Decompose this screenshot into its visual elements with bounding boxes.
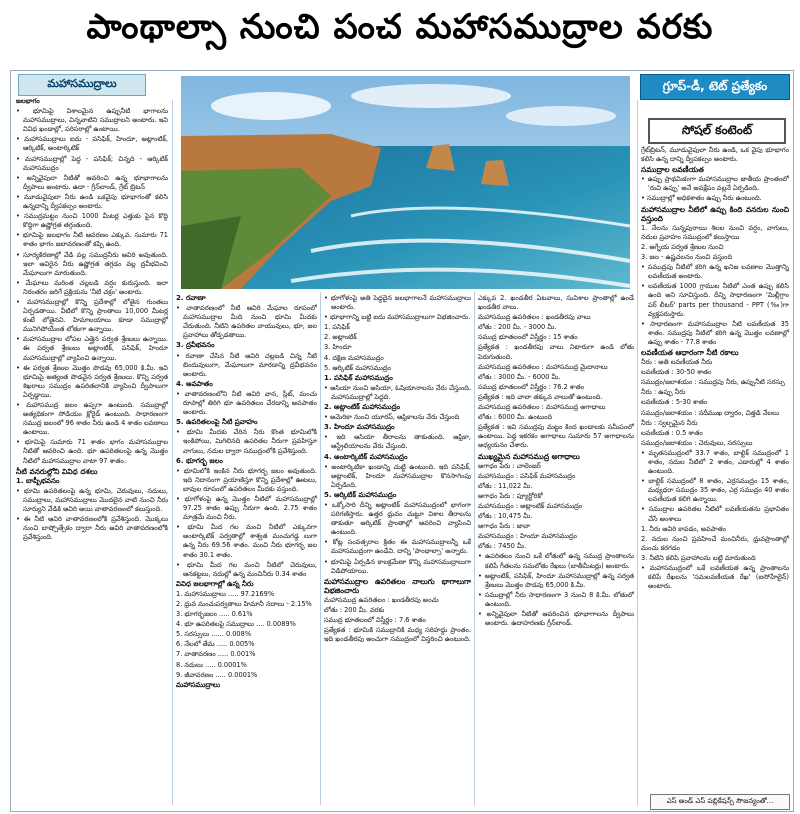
col1-item: • మూడువైపులా నీరు ఉండి ఒకవైపు భూభాగంతో కలిసి ఉన్నదాన్ని ద్వీపకల్పం అంటారు. (16, 193, 168, 211)
col3-text: • భూభాగాన్ని బట్టి ఐదు మహాసముద్రాలుగా విభజించారు. (324, 313, 471, 322)
col3-subsection: 2. అట్లాంటిక్ మహాసముద్రం (324, 403, 401, 412)
col2-subsection: 3. ద్రవీభవనం (176, 341, 215, 350)
col5-item: • బాల్టిక్ సముద్రంలో 8 శాతం, ఎర్రసముద్రం 15 శాతం, మధ్యధరా సముద్రం 35 శాతం, ఎర్ర సముద్రం 40 శాతం లవణీయత కలిగి ఉన్నాయి. (641, 477, 789, 504)
col1-item: • భూమిపై సుమారు 71 శాతం భాగం మహాసముద్రాల నీటితో ఆవరించి ఉంది. భూ ఉపరితలంపై ఉన్న మొత్తం నీటిలో మహాసముద్రాల వాటా 97 శాతం. (16, 438, 168, 465)
col2-subsection: 2. రవాణా (176, 294, 206, 302)
col1-item: • భూమిపై విశాలమైన ఉప్పునీటి భాగాలను మహాసముద్రాలు, చిన్నవాటిని సముద్రాలని అంటారు. ఇవి వివిధ ఖండాల్లో, పరిసరాల్లో ఉంటాయి. (16, 107, 168, 134)
trench-row: లోతు : 11,022 మీ. (478, 481, 533, 490)
water-row: 5. సరస్సులు ...... 0.008% (176, 630, 252, 639)
col3-section-heading: మహాసముద్రాల ఉపరితలం నాలుగు భాగాలుగా విభజించారు (324, 576, 471, 595)
col2-text: • వాతావరణంలోని నీటి ఆవిరి వాన, స్లీట్, మంచు రూపాల్లో తిరిగి భూ ఉపరితలం చేరడాన్ని అవపాతం అంటారు. (176, 390, 317, 417)
salt-source: 3. జల - ఉష్ణచలనం నుంచి వస్తుంది (641, 253, 733, 262)
col5-item: • సాధారణంగా మహాసముద్రాల నీటి లవణీయత 35 శాతం. సముద్రపు నీటిలో కరిగి ఉన్న మొత్తం లవణాల్లో ఉప్పు శాతం - 77.8 శాతం (641, 320, 789, 347)
col1-subheading: జలభాగం (16, 97, 40, 105)
footer-credit: ఎస్ అండ్ ఎస్ పబ్లికేషన్స్ సౌజన్యంతో... (650, 794, 790, 810)
col4-text: లోతు : 3000 మీ. - 6000 మీ. (478, 372, 561, 381)
column-divider (474, 292, 475, 805)
column-1 (16, 97, 168, 802)
headline: పాంథాల్సా నుంచి పంచ మహాసముద్రాల వరకు (86, 7, 714, 47)
water-type-row: లవణీయత : 30-50 శాతం (641, 368, 712, 377)
col4-text: ప్రత్యేకత : ఇవి సముద్రపు మట్టం కింద ఖండాలకు సమీపంలో ఉంటాయి. పెద్ద ఇకరకం అగాధాలు సుమారు 57 అగాధాలను అధ్యయనం చేశారు. (478, 423, 634, 450)
col5-item: • మహాసముద్రంలో ఒకే లవణీయత ఉన్న ప్రాంతాలను కలిపే రేఖలను 'సమలవణీయత రేఖ' (ఐసోహేలైన్) అంటారు. (641, 564, 789, 591)
col4-text: ప్రత్యేకత : ఇది చాలా తక్కువ వాలుతో ఉంటుంది. (478, 392, 603, 401)
col3-text: • భూమిపై ఏర్పడిన కాలక్రమేణా కొన్ని మహాసముద్రాలుగా విడిపోయాయి. (324, 558, 471, 576)
col3-text: సముద్ర భూతలంలో విస్తీర్ణం : 7.6 శాతం (324, 616, 426, 625)
col5-item: • సముద్రాల ఉపరితల నీటిలో లవణీయతను ప్రభావితం చేసే అంశాలు (641, 505, 789, 523)
trench-row: మహాసముద్రం : పసిఫిక్ మహాసముద్రం (478, 471, 576, 480)
water-type-row: నీరు : అతి లవణీయత నీరు (641, 358, 713, 367)
col1-item: • మేఘాలు మరింత చల్లబడి వర్షం కురుస్తుంది. ఇలా నిరంతరం జరిగే ప్రక్రియను 'నీటి చక్రం' అంటారు. (16, 279, 168, 297)
col4-text: మహాసముద్ర ఉపరితలం : మహాసముద్ర మైదానాలు (478, 362, 608, 371)
col1-item: • భూమి ఉపరితలంపై ఉన్న భూమి, చెరువులు, నదులు, సముద్రాలు, మహాసముద్రాలు మొదలైన వాటి నుంచి నీరు సూర్యుని వేడికి ఆవిరి అయి వాతావరణంలో కలుస్తుంది. (16, 487, 168, 514)
water-type-row: లవణీయత : 5-30 శాతం (641, 398, 708, 407)
water-row: 6. నేలలో తేమ ..... 0.005% (176, 640, 255, 649)
col3-text: • కోట్ల సంవత్సరాల క్రితం ఈ మహాసముద్రాలన్నీ ఒకే మహాసముద్రంగా ఉండేవి. దాన్ని 'పాంథాల్సా' అన్నారు. (324, 538, 471, 556)
col5-section-heading: సముద్రాల లవణీయత (641, 165, 704, 175)
col2-text: • భూమి మీదకు చేరిన నీరు కొంత భూమిలోకి ఇంకిపోయి, మిగిలినది ఉపరితల నీరుగా ప్రవహిస్తూ వాగులు, నదుల ద్వారా సముద్రంలోకి ప్రవేశిస్తుంది. (176, 428, 317, 455)
factor-row: 1. నీరు ఆవిరి కావడం, అవపాతం (641, 524, 727, 533)
col5-section-heading: మహాసముద్రాల నీటిలో ఉప్పు కింది వనరుల నుంచి వస్తుంది (641, 204, 789, 223)
col4-section-heading: ముఖ్యమైన మహాసముద్ర అగాధాలు (478, 451, 580, 461)
col5-item: • ఉప్పు ప్రాథమికంగా మహాసముద్రాల జాతీయ ప్రాంతంలో 'రుచి ఉప్పు' అనే అవక్షేపం వల్లనే ఏర్పడింది. (641, 175, 789, 193)
col5-text: గ్రేట్‌బ్రిటన్, మూడువైపులా నీరు ఉండి, ఒక వైపు భూభాగం కలిసి ఉన్న దాన్ని ద్వీపకల్పం అంటారు. (641, 146, 789, 164)
water-row: 3. భూగర్భజలం ..... 0.61% (176, 610, 253, 619)
water-type-row: సముద్రం/జలాశయం : సముద్రపు నీరు, ఉప్పునీటి సరస్సు (641, 378, 785, 387)
col1-section-heading: నీటి వనరుల్లోని వివిధ దశలు (16, 466, 98, 476)
col4-text: లోతు : 6000 మీ. ఉంటుంది (478, 413, 553, 422)
col4-item: • ఉపరితలం నుంచి ఒకే లోతులో ఉన్న సముద్ర ప్రాంతాలను కలిపే గీతలను సమలోతు రేఖలు (బాతీమీటర్లు) అంటారు. (478, 552, 634, 570)
col4-text: ప్రత్యేకత : ఖండతీరపు వాలు నిటారుగా ఉండి లోతు పెరుగుతుంది. (478, 343, 634, 361)
ocean-list-item: 5. ఆర్కిటిక్ మహాసముద్రం (324, 363, 391, 372)
col2-subsection: 6. భూగర్భ జలం (176, 456, 223, 465)
coastline-photo (181, 76, 630, 289)
ocean-list-item: 4. దక్షిణ మహాసముద్రం (324, 353, 384, 362)
column-4 (478, 294, 634, 802)
col1-item: • సముద్రమట్టం నుంచి 1000 మీటర్ల ఎత్తుకు పైన కొద్ది కొద్దిగా ఉష్ణోగ్రత తగ్గుతుంది. (16, 212, 168, 230)
salt-source: 2. ఆగ్నేయ పర్వత శ్రేణుల నుంచి (641, 242, 724, 251)
col1-item: • అన్నివైపులా నీటితో ఆవరించి ఉన్న భూభాగాలను ద్వీపాలు అంటారు. ఉదా - గ్రీన్‌లాండ్, గ్రేట్ బ్రిటన్ (16, 174, 168, 192)
col5-section-heading: లవణీయత ఆధారంగా నీటి రకాలు (641, 347, 739, 357)
col2-text: • రవాణా చేసిన నీటి ఆవిరి చల్లబడి చిన్న నీటి బిందువులుగా, మేఘాలుగా మారడాన్ని ద్రవీభవనం అంటారు. (176, 352, 317, 379)
col4-text: మహాసముద్ర ఉపరితలం : ఖండతీరపు వాలు (478, 313, 591, 322)
column-5 (641, 146, 789, 792)
col1-item: • ఈ నీటి ఆవిరి వాతావరణంలోకి ప్రవేశిస్తుంది. మొక్కలు నుంచి బాష్పోత్సేకం ద్వారా నీరు ఆవిరి వాతావరణంలోకి ప్రవేశిస్తుంది. (16, 515, 168, 542)
col2-text: • భూమి మీద గల మంచి నీటిలో చెరువులు, ఆనకట్టలు, నదుల్లో ఉన్న మంచినీరు 0.34 శాతం (176, 561, 317, 579)
water-row: 9. జీవావరణం ..... 0.0001% (176, 670, 258, 679)
col4-item: • అన్నివైపులా నీటితో ఆవరించిన భూభాగాలను ద్వీపాలు అంటారు. ఉదాహరణకు గ్రీన్‌లాండ్. (478, 610, 634, 628)
section-tag-oceans: మహాసముద్రాలు (18, 74, 146, 96)
col5-item: • సముద్రపు నీటిలో కరిగి ఉన్న ఖనిజ లవణాల మొత్తాన్ని లవణీయత అంటారు. (641, 263, 789, 281)
water-row: 7. వాతావరణం ..... 0.001% (176, 650, 256, 659)
coastline-illustration (181, 76, 630, 289)
trench-row: లోతు : 7450 మీ. (478, 542, 527, 551)
trench-row: లోతు : 10,475 మీ. (478, 512, 533, 521)
ocean-list-item: 1. పసిఫిక్ (324, 323, 350, 332)
col3-subsection: 4. అంటార్కిటిక్ మహాసముద్రం (324, 452, 408, 461)
col1-item: • మహాసముద్ర జలం ఉప్పగా ఉంటుంది. సముద్రాల్లో అత్యధికంగా సోడియం క్లోరైడ్ ఉంటుంది. సాధారణంగా సముద్ర జలంలో 96 శాతం నీరు ఉండి 4 శాతం లవణాలు ఉంటాయి. (16, 401, 168, 437)
col2-text: • భూగోళంపై ఉన్న మొత్తం నీటిలో మహాసముద్రాల్లో 97.25 శాతం ఉప్పు నీరుగా ఉంది. 2.75 శాతం మాత్రమే మంచి నీరు. (176, 495, 317, 522)
col1-item: • మహాసముద్రాల లోపల ఎత్తైన పర్వత శ్రేణులు ఉన్నాయి. ఈ పర్వత శ్రేణులు అట్లాంటిక్, పసిఫిక్, హిందూ మహాసముద్రాల్లో వ్యాపించి ఉన్నాయి. (16, 335, 168, 362)
col4-item: • అట్లాంటిక్, పసిఫిక్, హిందూ మహాసముద్రాల్లో ఉన్న పర్వత శ్రేణులు మొత్తం పొడవు 65,000 కి.మీ. (478, 572, 634, 590)
trench-row: అగాధం పేరు : ప్యూర్టోరికో (478, 491, 543, 500)
column-2 (176, 294, 317, 802)
col2-text: • భూమి మీద గల మంచి నీటిలో ఎక్కువగా అంటార్కిటిక్ పర్వతాల్లో శాశ్వత మంచుగడ్డ లుగా ఉన్న నీరు 69.56 శాతం. మంచి నీరు భూగర్భ జల శాతం 30.1 శాతం. (176, 523, 317, 559)
trench-row: మహాసముద్రం : అట్లాంటిక్ మహాసముద్రం (478, 501, 583, 510)
col1-subsection: 1. బాష్పీభవనం (16, 476, 60, 485)
water-row: 2. ధ్రువ మంచుపర్వతాలు హిమానీ నదాలు - 2.15% (176, 600, 312, 608)
col3-subsection: 1. పసిఫిక్ మహాసముద్రం (324, 373, 393, 382)
col4-text: లోతు : 200 మీ. - 3000 మీ. (478, 323, 557, 332)
col1-item: • మహాసముద్రాల్లో పెద్ద - పసిఫిక్; చిన్నది - ఆర్కిటిక్ మహాసముద్రం (16, 155, 168, 173)
exam-tag: గ్రూప్-డీ, టెట్ ప్రత్యేకం (640, 74, 790, 100)
col2-subsection: 5. ఉపరితలంపై నీటి ప్రవాహం (176, 418, 258, 427)
column-divider (320, 292, 321, 805)
col2-subsection: 4. అవపాతం (176, 379, 213, 388)
trench-row: మహాసముద్రం : హిందూ మహాసముద్రం (478, 532, 577, 541)
column-divider (637, 100, 638, 805)
col4-item: • సముద్రాల్లో నీరు సాధారణంగా 3 నుంచి 8 కి.మీ. లోతులో ఉంటుంది. (478, 591, 634, 609)
water-type-row: లవణీయత : 0.5 శాతం (641, 428, 703, 437)
trench-row: అగాధం పేరు : చాలెంజర్ (478, 461, 541, 470)
col4-text: సముద్ర భూతలంలో విస్తీర్ణం : 15 శాతం (478, 333, 578, 342)
col2-text: • వాతావరణంలో నీటి ఆవిరి మేఘాల రూపంలో మహాసముద్రాల మీది నుంచి భూమి మీదకు చేరుతుంది. నీటిని ఉపరితల వాయువులు, భూ, జల ప్రవాహాలు తోడ్పడతాయి. (176, 304, 317, 340)
water-type-row: నీరు : ఉప్పు నీరు (641, 388, 686, 397)
col2-subsection: మహాసముద్రాలు (176, 680, 221, 689)
column-divider (172, 100, 173, 805)
col1-item: • మహాసముద్రాలు ఐదు - పసిఫిక్, హిందూ, అట్లాంటిక్, ఆర్కిటిక్, అంటార్కిటిక్ (16, 135, 168, 153)
ocean-list-item: 3. హిందూ (324, 343, 352, 352)
col3-text: ప్రత్యేకత : భూమికి సముద్రానికి మధ్య సరిహద్దు ప్రాంతం. ఇది ఖండతీరపు అంచుగా సముద్రంలో విస్తరించి ఉంటుంది. (324, 626, 471, 644)
col1-item: • భూమిపై జలభాగం నీటి ఆవరణం ఎక్కువ. సుమారు 71 శాతం భాగం జలావరణంతో కప్పి ఉంది. (16, 231, 168, 249)
factor-row: 2. నదుల నుంచి ప్రవహించే మంచినీరు, ధ్రువప్రాంతాల్లో మంచు కరగడం (641, 534, 789, 552)
ocean-list-item: 2. అట్లాంటిక్ (324, 333, 357, 342)
col3-text: లోతు : 200 మీ. వరకు (324, 606, 385, 614)
col5-item: • సముద్రాల్లో అధికశాతం ఉప్పు నీరు ఉంటుంది. (641, 194, 789, 203)
col3-text: మహాసముద్ర ఉపరితలం : ఖండతీరపు అంచు (324, 595, 439, 604)
col5-item: • లవణీయత 1000 గ్రాముల నీటిలో ఎంత ఉప్పు కలిసి ఉంది అని సూచిస్తుంది. దీన్ని సాధారణంగా 'మిల్లీగ్రాం పర్ లీటర్' parts per thousand - PPT (‰)గా వ్యక్తపరుస్తారు. (641, 282, 789, 318)
column-3 (324, 294, 471, 802)
col3-text: • అమెరికా నుంచి యూరప్, ఆఫ్రికాలను వేరు చేస్తుంది (324, 413, 471, 422)
col5-item: • మృతసముద్రంలో 33.7 శాతం, బాల్టిక్ సముద్రంలో 1 శాతం, నదుల నీటిలో 2 శాతం, ఎడారుల్లో 4 శాతం ఉంటుంది. (641, 449, 789, 476)
col1-item: • ఈ పర్వత శ్రేణుల మొత్తం పొడవు 65,000 కి.మీ. ఇవి భూమిపై అత్యంత పొడవైన పర్వత శ్రేణులు. కొన్ని పర్వత శిఖరాలు సముద్రం ఉపరితలానికి వ్యాపించి ద్వీపాలుగా ఏర్పడ్డాయి. (16, 364, 168, 400)
water-type-row: సముద్రం/జలాశయం : చెరువులు, సరస్సులు (641, 438, 753, 447)
col3-subsection: 3. హిందూ మహాసముద్రం (324, 423, 395, 432)
col3-text: • అంటార్కిటికా ఖండాన్ని చుట్టి ఉంటుంది. ఇది పసిఫిక్, అట్లాంటిక్, హిందూ మహాసముద్రాల కొనసాగింపు ఏర్పడింది. (324, 463, 471, 490)
trench-row: అగాధం పేరు : జావా (478, 522, 531, 531)
col4-text: సముద్ర భూతలంలో విస్తీర్ణం : 76.2 శాతం (478, 382, 585, 391)
col3-subsection: 5. ఆర్కిటిక్ మహాసముద్రం (324, 490, 397, 499)
water-row: 4. భూ ఉపరితలపై సముద్రాలు .... 0.0089% (176, 620, 296, 629)
col1-item: • మహాసముద్రాల్లో కొన్ని ప్రదేశాల్లో లోతైన గుంతలు ఏర్పడతాయి. వీటిలో కొన్ని ప్రాంతాలు 10,000 మీటర్ల కంటే లోతైనవి. హిమాలయాలు కూడా సముద్రాల్లో మునిగిపోయేంత లోతుగా ఉన్నాయి. (16, 298, 168, 334)
col3-text: • ఆసియా నుంచి ఆసియా, ఓషియానాలను వేరు చేస్తుంది. మహాసముద్రాల్లో పెద్దది. (324, 384, 471, 402)
col4-text: ఎక్కువ 2. ఖండతీర ఏటవాలు, సువిశాల ప్రాంతాల్లో ఉండే ఖండతీర వాలు. (478, 294, 634, 312)
col4-text: మహాసముద్ర ఉపరితలం : మహాసముద్ర అగాధాలు (478, 403, 606, 412)
factor-row: 3. నీటిని కలిపి ప్రవాహాలను బట్టి మారుతుంది (641, 553, 756, 562)
col3-text: • ఇది ఆసియా తీరాలను తాకుతుంది. ఆఫ్రికా, ఆస్ట్రేలియాలను వేరు చేస్తుంది. (324, 433, 471, 451)
subject-tag: సోషల్ కంటెంట్ (648, 118, 786, 144)
water-type-row: నీరు : స్వల్పమైన నీరు (641, 418, 698, 427)
col1-item: • సూర్యకిరణాల్లో వేడి వల్ల సముద్రనీరు ఆవిరి అవుతుంది. ఇలా ఆవిరైన నీరు ఉష్ణోగ్రత తగ్గడం వల్ల ద్రవీభవించి మేఘాలుగా మారుతుంది. (16, 251, 168, 278)
water-row: 8. నదులు ..... 0.0001% (176, 660, 247, 669)
salt-source: 1. నేలను సున్నపురాయి శిలల నుంచి వర్షం, వాగులు, నదుల ప్రవాహం సముద్రంలో కలుస్తాయి (641, 223, 789, 241)
col2-subsection: వివిధ జలభాగాల్లో ఉన్న నీరు (176, 579, 254, 588)
water-type-row: సముద్రం/జలాశయం : నదీముఖ ద్వారం, చిత్తడి నేలలు (641, 408, 779, 417)
col2-text: • భూమిలోకి ఇంకిన నీరు భూగర్భ జలం అవుతుంది. ఇది నిదానంగా ప్రయాణిస్తూ కొన్ని ప్రదేశాల్లో ఊటలు, బావుల రూపంలో ఉపరితలం మీదకు వస్తుంది. (176, 467, 317, 494)
col3-text: • భూగోళంపై అతి పెద్దదైన జలభాగాలనే మహాసముద్రాలు అంటారు. (324, 294, 471, 312)
col3-text: • ఒక్కోసారి దీన్ని అట్లాంటిక్ మహాసముద్రంలో భాగంగా పరిగణిస్తారు. ఉత్తర ధ్రువం చుట్టూ విశాల తీరాలను తాకుతూ ఆర్కిటిక్ ప్రాంతాల్లో ఆవరించి వ్యాపించి ఉంటుంది. (324, 501, 471, 537)
water-row: 1. మహాసముద్రాలు ..... 97.2169% (176, 589, 275, 598)
